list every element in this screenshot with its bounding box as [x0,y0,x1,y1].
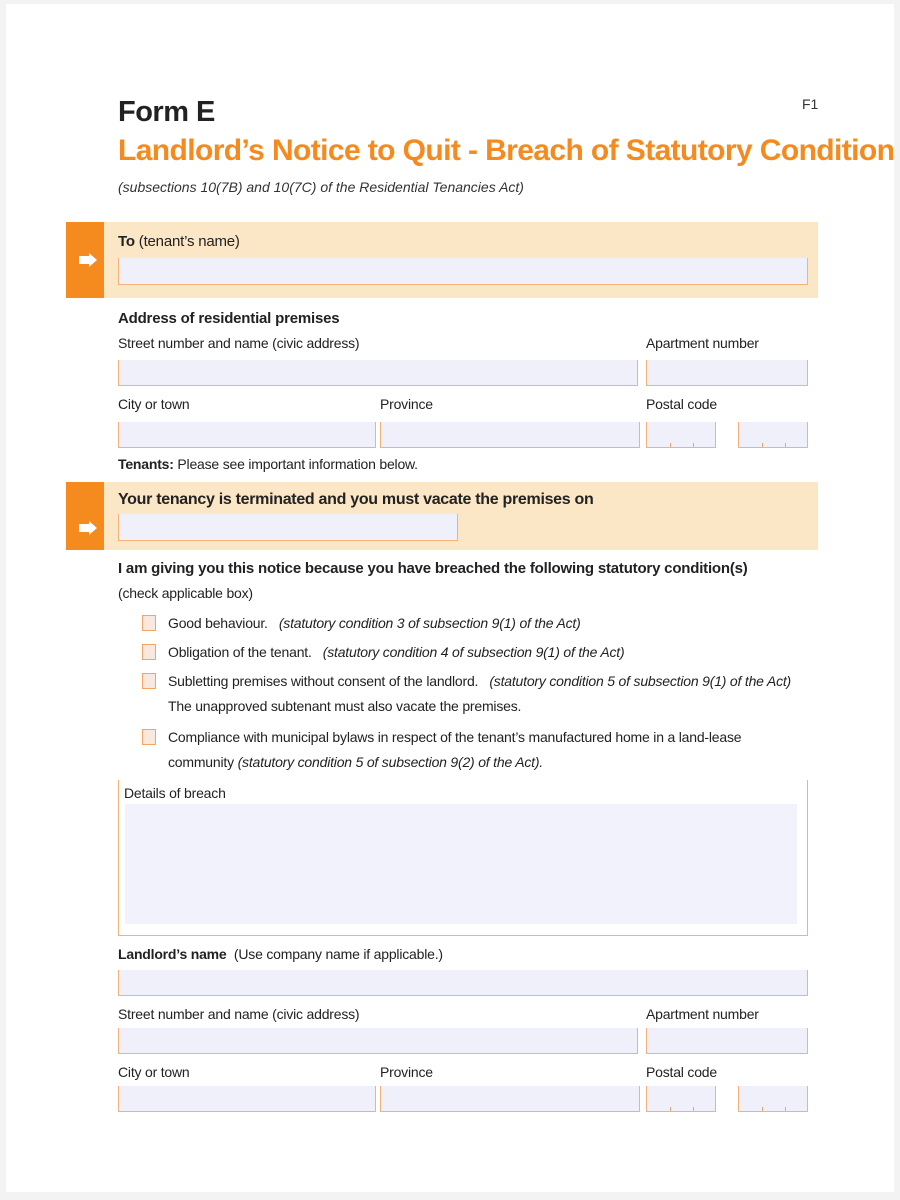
to-section-tab [66,222,104,298]
premises-city-field[interactable] [118,422,376,448]
arrow-right-icon [78,521,98,535]
landlord-name-field[interactable] [118,970,808,996]
breach-option-3-line2: The unapproved subtenant must also vacate the premises. [168,698,522,714]
details-box[interactable] [118,780,808,936]
vacate-section-tab [66,482,104,550]
landlord-apartment-field[interactable] [646,1028,808,1054]
premises-postal-field-2[interactable] [738,422,808,448]
breach-option-4-ref: (statutory condition 5 of subsection 9(2) of the Act). [237,754,543,770]
breach-instruction: (check applicable box) [118,585,253,601]
tenants-note-text: Please see important information below. [177,456,418,472]
landlord-city-label: City or town [118,1064,190,1080]
premises-apartment-field[interactable] [646,360,808,386]
breach-option-3-ref: (statutory condition 5 of subsection 9(1) of the Act) [489,673,792,689]
tenant-name-field[interactable] [118,258,808,285]
breach-option-4-text: Compliance with municipal bylaws in respect of the tenant’s manufactured home in a land-lease [168,729,742,745]
details-input-area[interactable] [125,804,797,924]
breach-heading: I am giving you this notice because you have breached the following statutory condition(s) [118,560,748,577]
landlord-street-label: Street number and name (civic address) [118,1006,360,1022]
breach-option-3 [168,673,791,689]
vacate-date-field[interactable] [118,514,458,541]
landlord-name-label-bold: Landlord’s name [118,946,227,962]
breach-checkbox-good-behaviour[interactable] [142,615,156,631]
breach-option-2 [168,644,624,660]
premises-postal-label: Postal code [646,396,717,412]
page-subtitle: (subsections 10(7B) and 10(7C) of the Residential Tenancies Act) [118,179,524,195]
form-page [6,4,894,1192]
premises-postal-field-1[interactable] [646,422,716,448]
premises-heading: Address of residential premises [118,310,340,327]
breach-checkbox-obligation[interactable] [142,644,156,660]
arrow-right-icon [78,253,98,267]
breach-option-3-text: Subletting premises without consent of the landlord. [168,673,479,689]
premises-street-field[interactable] [118,360,638,386]
breach-option-2-text: Obligation of the tenant. [168,644,312,660]
premises-province-field[interactable] [380,422,640,448]
breach-checkbox-bylaws[interactable] [142,729,156,745]
breach-option-1-text: Good behaviour. [168,615,268,631]
page-code: F1 [802,96,819,112]
premises-city-label: City or town [118,396,190,412]
to-label [118,233,240,250]
premises-apartment-label: Apartment number [646,335,759,351]
breach-option-2-ref: (statutory condition 4 of subsection 9(1) of the Act) [322,644,625,660]
breach-option-4-line2 [168,754,543,770]
landlord-postal-field-2[interactable] [738,1086,808,1112]
tenants-note [118,456,418,472]
landlord-postal-label: Postal code [646,1064,717,1080]
breach-option-4-community: community [168,754,234,770]
form-label: Form E [118,96,215,128]
landlord-province-label: Province [380,1064,433,1080]
page-title: Landlord’s Notice to Quit - Breach of Statutory Condition [118,134,895,167]
details-label: Details of breach [124,785,226,801]
landlord-street-field[interactable] [118,1028,638,1054]
landlord-province-field[interactable] [380,1086,640,1112]
landlord-apartment-label: Apartment number [646,1006,759,1022]
breach-checkbox-subletting[interactable] [142,673,156,689]
to-label-hint: (tenant’s name) [138,233,240,250]
premises-street-label: Street number and name (civic address) [118,335,360,351]
tenants-note-bold: Tenants: [118,456,174,472]
vacate-label: Your tenancy is terminated and you must vacate the premises on [118,491,594,508]
landlord-postal-field-1[interactable] [646,1086,716,1112]
breach-option-1 [168,615,581,631]
breach-option-1-ref: (statutory condition 3 of subsection 9(1) of the Act) [278,615,581,631]
premises-province-label: Province [380,396,433,412]
landlord-city-field[interactable] [118,1086,376,1112]
landlord-name-label-hint: (Use company name if applicable.) [233,946,443,962]
landlord-name-label [118,946,443,962]
to-label-bold: To [118,233,135,250]
